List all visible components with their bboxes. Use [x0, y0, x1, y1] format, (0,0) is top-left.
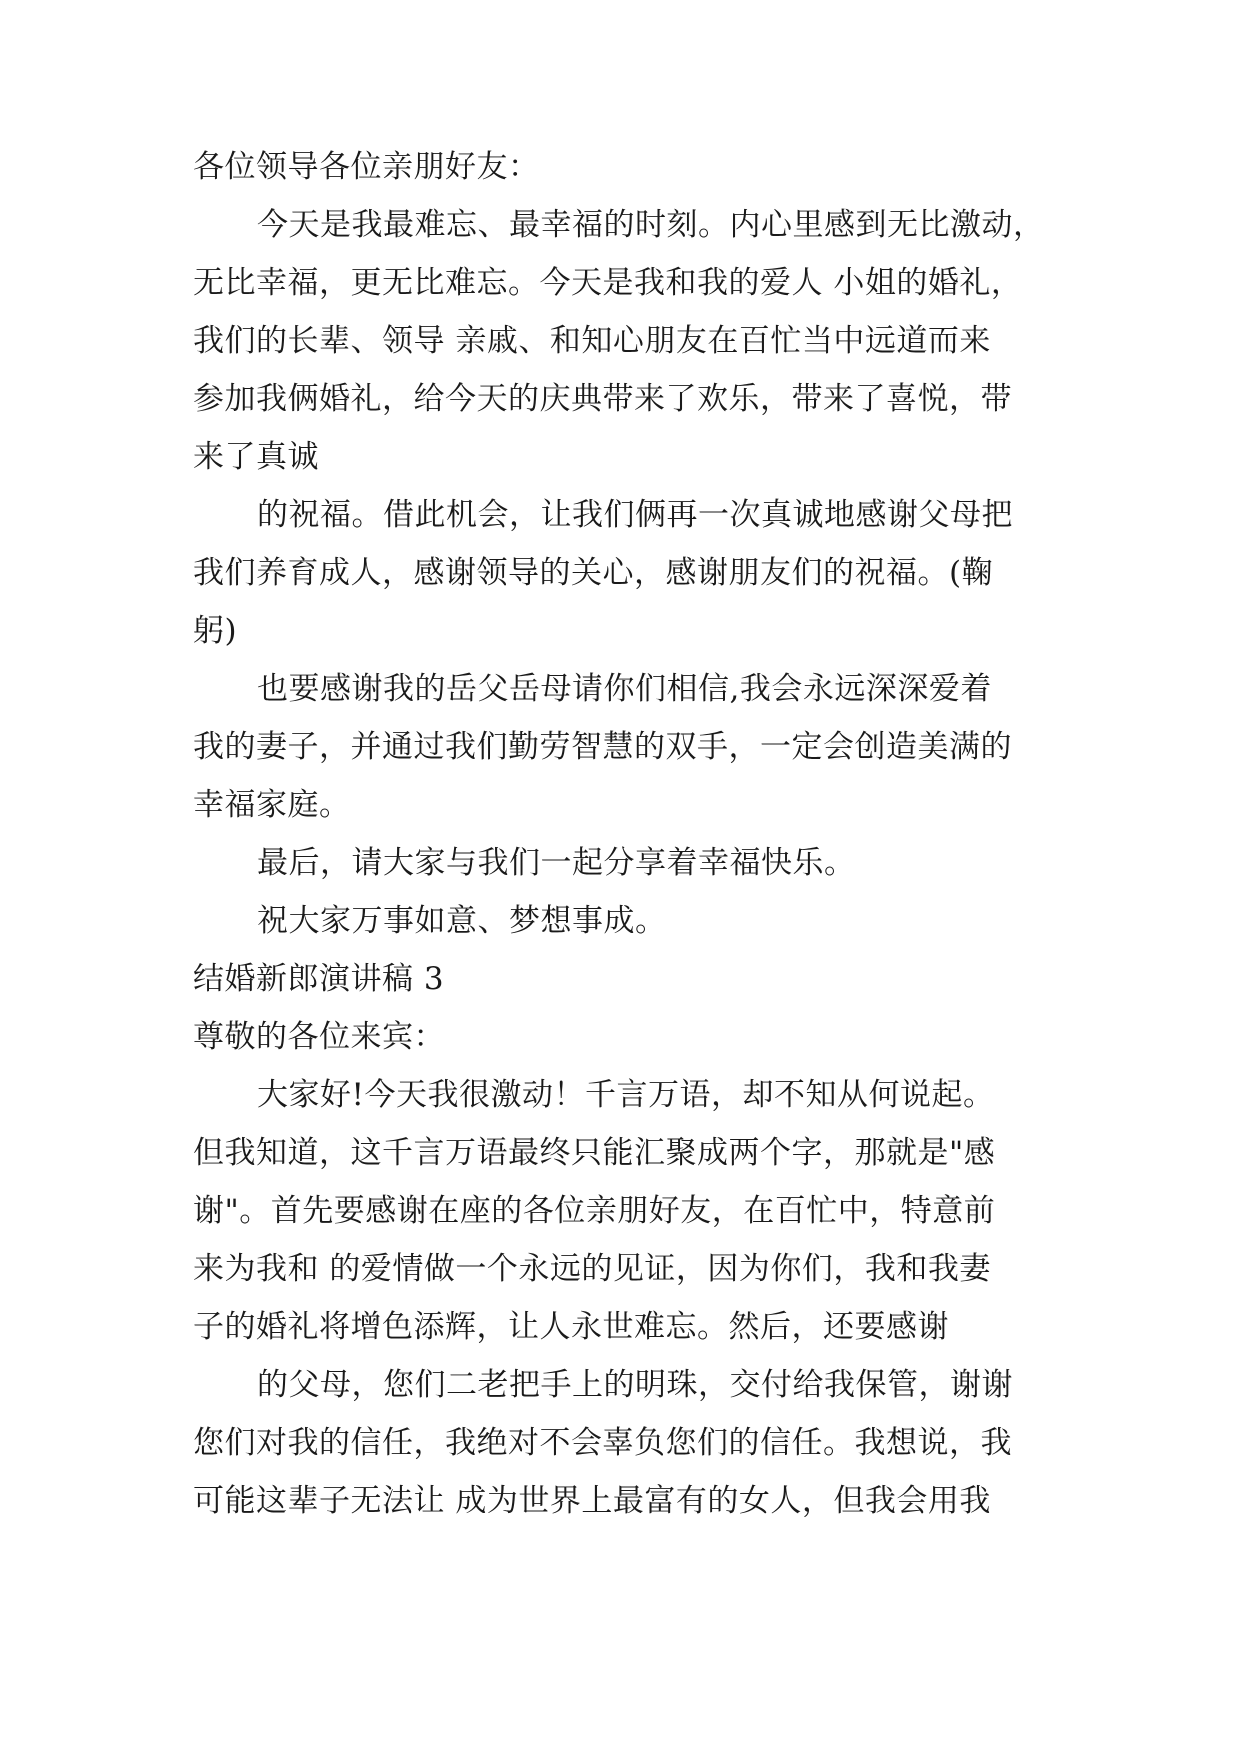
paragraph-line: 的祝福。借此机会，让我们俩再一次真诚地感谢父母把	[257, 497, 1013, 533]
paragraph-line: 我们养育成人，感谢领导的关心，感谢朋友们的祝福。(鞠	[193, 555, 994, 591]
paragraph-line: 来为我和 的爱情做一个永远的见证，因为你们，我和我妻	[193, 1251, 991, 1287]
paragraph-line: 无比幸福，更无比难忘。今天是我和我的爱人 小姐的婚礼，	[193, 265, 1023, 301]
paragraph-line: 躬)	[193, 613, 238, 649]
paragraph-line: 您们对我的信任，我绝对不会辜负您们的信任。我想说，我	[193, 1425, 1012, 1461]
paragraph-line: 子的婚礼将增色添辉，让人永世难忘。然后，还要感谢	[193, 1309, 949, 1345]
paragraph-line: 大家好!今天我很激动！千言万语，却不知从何说起。	[257, 1077, 995, 1113]
section-title: 结婚新郎演讲稿 3	[193, 961, 445, 997]
paragraph-line: 谢"。首先要感谢在座的各位亲朋好友，在百忙中，特意前	[193, 1193, 996, 1229]
paragraph-line: 最后，请大家与我们一起分享着幸福快乐。	[257, 845, 856, 881]
paragraph-line: 今天是我最难忘、最幸福的时刻。内心里感到无比激动，	[257, 207, 1045, 243]
paragraph-line: 但我知道，这千言万语最终只能汇聚成两个字，那就是"感	[193, 1135, 996, 1171]
paragraph-line: 幸福家庭。	[193, 787, 351, 823]
greeting-line: 尊敬的各位来宾：	[193, 1019, 445, 1055]
paragraph-line: 的父母，您们二老把手上的明珠，交付给我保管，谢谢	[257, 1367, 1013, 1403]
paragraph-line: 也要感谢我的岳父岳母请你们相信,我会永远深深爱着	[257, 671, 992, 707]
greeting-line: 各位领导各位亲朋好友：	[193, 149, 540, 185]
paragraph-line: 我们的长辈、领导 亲戚、和知心朋友在百忙当中远道而来	[193, 323, 991, 359]
paragraph-line: 可能这辈子无法让 成为世界上最富有的女人，但我会用我	[193, 1483, 991, 1519]
paragraph-line: 我的妻子，并通过我们勤劳智慧的双手，一定会创造美满的	[193, 729, 1012, 765]
paragraph-line: 祝大家万事如意、梦想事成。	[257, 903, 667, 939]
paragraph-line: 参加我俩婚礼，给今天的庆典带来了欢乐，带来了喜悦，带	[193, 381, 1012, 417]
paragraph-line: 来了真诚	[193, 439, 319, 475]
